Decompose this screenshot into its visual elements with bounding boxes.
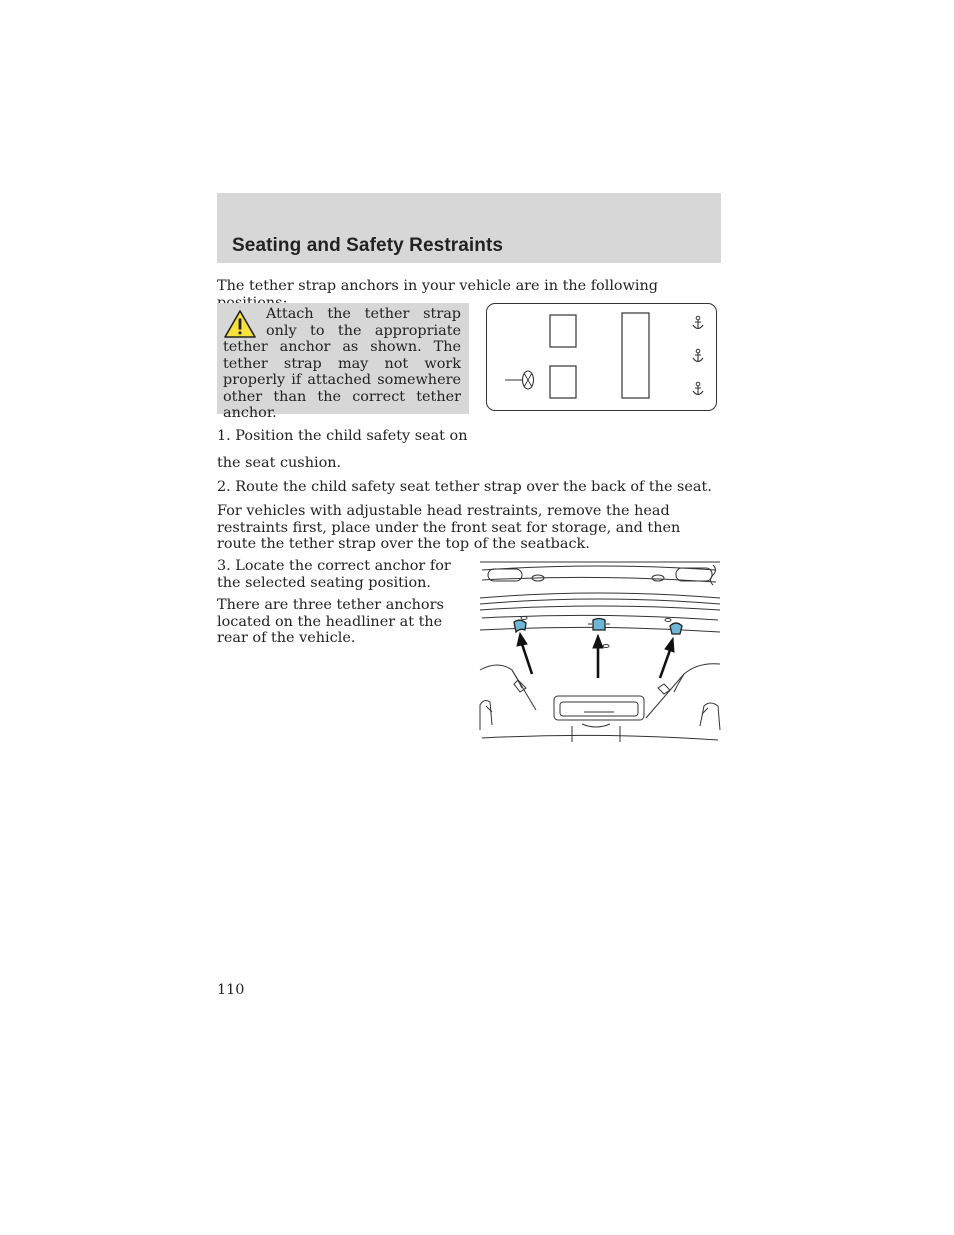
steering-wheel-icon (505, 371, 534, 389)
seating-position-diagram (486, 303, 717, 411)
anchor-icon (693, 349, 703, 362)
warning-box (217, 303, 469, 421)
anchor-icon (693, 316, 703, 329)
section-title: Seating and Safety Restraints (232, 235, 504, 256)
step-1-line-1: 1. Position the child safety seat on (217, 428, 468, 444)
step-1-line-2: the seat cushion. (217, 455, 342, 471)
warning-text-content: Attach the tether strap only to the appropriate tether anchor as shown. The tether strap may not work properly if attached somewhere other than the correct tether anchor. (223, 306, 461, 421)
step-3: 3. Locate the correct anchor for the selected seating position. (217, 558, 451, 591)
intro-paragraph: The tether strap anchors in your vehicle are in the following (217, 278, 658, 294)
anchor-highlight-center (588, 619, 610, 631)
section-header-band (217, 193, 721, 263)
warning-text (223, 306, 461, 422)
step-3-detail: There are three tether anchors located on the headliner at the rear of the vehicle. (217, 597, 444, 646)
anchor-icon (693, 382, 703, 395)
front-seat-left (550, 366, 576, 398)
head-restraint-note: For vehicles with adjustable head restraints, remove the head restraints first, place under the front seat for storage, and then route the tether strap over the top of the seatback. (217, 503, 681, 552)
rear-bench-seat (622, 313, 649, 398)
page-number: 110 (217, 982, 245, 998)
anchor-highlight-left (514, 620, 526, 632)
anchor-highlight-right (670, 623, 682, 634)
step-2: 2. Route the child safety seat tether strap over the back of the seat. (217, 479, 712, 495)
front-seat-right (550, 315, 576, 347)
headliner-anchors-illustration (478, 560, 722, 748)
